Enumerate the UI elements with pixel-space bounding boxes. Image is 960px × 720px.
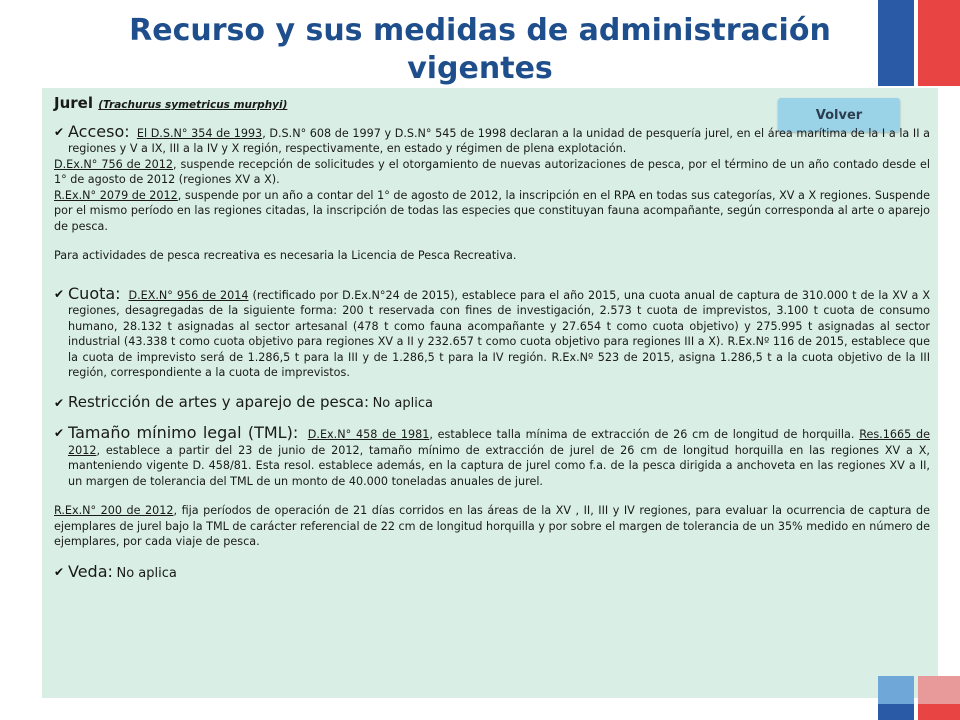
acceso-paragraph-3 xyxy=(54,188,930,235)
content-body xyxy=(54,96,930,581)
recreativa-text: Para actividades de pesca recreativa es necesaria la Licencia de Pesca Recreativa. xyxy=(54,249,517,262)
tml-text-3: , fija períodos de operación de 21 días corridos en las áreas de la XV , II, III y IV regiones, para evaluar la ocurrencia de captura de ejemplares de jurel bajo la TML de carácter referencial de 22 cm de longitud horquilla y por sobre el margen de tolerancia de un 35% medido en número de ejemplares, por cada viaje de pesca. xyxy=(54,504,930,548)
check-icon: ✔ xyxy=(54,124,65,139)
tml-paragraph-3 xyxy=(54,503,930,550)
flag-decoration-bottom xyxy=(878,676,960,720)
tml-label: Tamaño mínimo legal (TML): xyxy=(68,423,299,442)
section-acceso xyxy=(54,121,930,157)
acceso-text-1: , D.S.N° 608 de 1997 y D.S.N° 545 de 1998 declaran a la unidad de pesquería jurel, en el área marítima de la I a la II a regiones y V a IX, III a la IV y X región, respectivamente, en estado y régimen de plena explotación. xyxy=(68,126,930,155)
page-title: Recurso y sus medidas de administración vigentes xyxy=(129,13,831,86)
check-icon: ✔ xyxy=(54,286,65,301)
acceso-text-2: , suspende recepción de solicitudes y el otorgamiento de nuevas autorizaciones de pesca, por el término de un año contado desde el 1° de agosto de 2012 (regiones XV a X). xyxy=(54,157,930,186)
acceso-ref-2: D.Ex.N° 756 de 2012 xyxy=(54,157,174,171)
check-icon: ✔ xyxy=(54,426,65,440)
back-button[interactable]: Volver xyxy=(778,98,900,132)
section-veda xyxy=(54,561,930,582)
tml-text-2: , establece a partir del 23 de junio de 2012, tamaño mínimo de extracción de jurel de 26 cm de longitud horquilla en las regiones XV a X, manteniendo vigente D. 458/81. Esta resol. establece además, en la captura de jurel como f.a. de la pesca dirigida a anchoveta en las regiones XV a II, un margen de tolerancia del TML de un monto de 40.000 toneladas anuales de jurel. xyxy=(68,443,930,488)
species-scientific-name: (Trachurus symetricus murphyi) xyxy=(98,99,288,111)
content-panel xyxy=(42,88,938,698)
tml-ref-3: R.Ex.N° 200 de 2012 xyxy=(54,504,174,517)
cuota-label: Cuota: xyxy=(68,283,121,303)
acceso-ref-1: El D.S.N° 354 de 1993 xyxy=(136,126,263,140)
restriccion-value: No aplica xyxy=(372,395,433,411)
check-icon: ✔ xyxy=(54,395,65,410)
cuota-ref: D.EX.N° 956 de 2014 xyxy=(128,288,249,302)
species-name: Jurel xyxy=(54,94,93,112)
flag-decoration-top xyxy=(878,0,960,86)
species-heading xyxy=(54,96,930,114)
acceso-text-3: , suspende por un año a contar del 1° de agosto de 2012, la inscripción en el RPA en todas sus categorías, XV a X regiones. Suspende por el mismo período en las regiones citadas, la inscripción de todas las especies que constituyan fauna acompañante, según corresponda al arte o aparejo de pesca. xyxy=(54,188,930,233)
veda-label: Veda: xyxy=(68,561,113,581)
acceso-ref-3: R.Ex.N° 2079 de 2012 xyxy=(54,188,178,202)
acceso-label: Acceso: xyxy=(68,121,130,141)
section-restriccion xyxy=(54,392,930,412)
tml-ref-2: Res.1665 de 2012 xyxy=(68,428,930,457)
acceso-paragraph-2 xyxy=(54,157,930,188)
section-tml xyxy=(54,425,930,489)
section-cuota xyxy=(54,283,930,381)
cuota-text: (rectificado por D.Ex.N°24 de 2015), establece para el año 2015, una cuota anual de captura de 310.000 t de la XV a X regiones, desagregadas de la siguiente forma: 200 t reservada con fines de investigación, 2.573 t cuota de imprevistos, 3.100 t cuota de consumo humano, 28.132 t asignadas al sector artesanal (478 t como fauna acompañante y 27.654 t como cuota objetivo) y 275.995 t asignadas al sector industrial (43.338 t como cuota objetivo para regiones XV a II y 232.657 t como cuota objetivo para regiones III a X). R.Ex.Nº 116 de 2015, establece que la cuota de imprevisto será de 1.286,5 t para la III y de 1.286,5 t para la IV región. R.Ex.Nº 523 de 2015, asigna 1.286,5 t a la cuota objetivo de la III región, correspondiente a la cuota de imprevistos. xyxy=(68,288,930,379)
check-icon: ✔ xyxy=(54,564,65,579)
restriccion-label: Restricción de artes y aparejo de pesca: xyxy=(68,392,369,411)
tml-ref-1: D.Ex.N° 458 de 1981 xyxy=(307,428,430,441)
tml-text-1: , establece talla mínima de extracción de 26 cm de longitud de horquilla. xyxy=(429,428,860,441)
veda-value: No aplica xyxy=(116,565,177,581)
